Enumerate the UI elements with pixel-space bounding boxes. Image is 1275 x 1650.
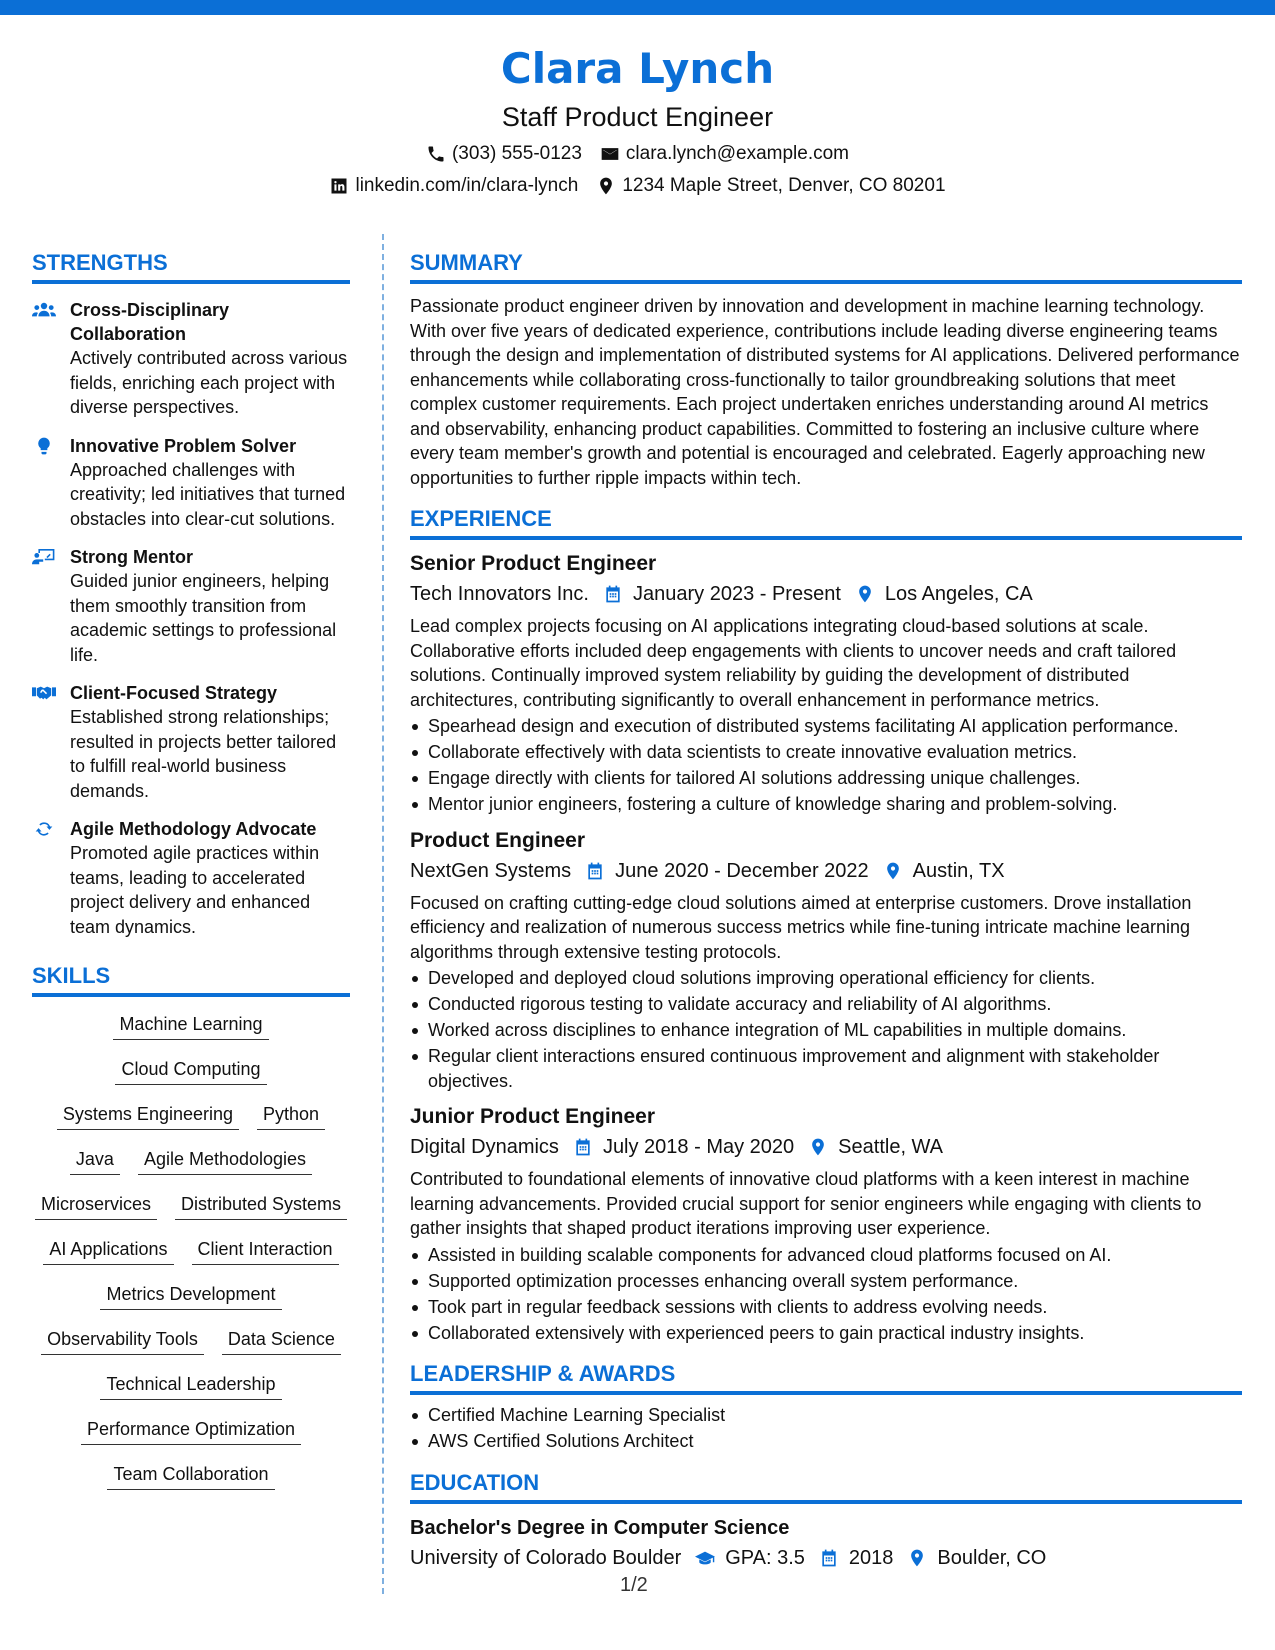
strength-desc: Approached challenges with creativity; led initiatives that turned obstacles into clear-cut solutions. bbox=[70, 459, 346, 529]
calendar-icon bbox=[819, 1548, 839, 1568]
degree-title: Bachelor's Degree in Computer Science bbox=[410, 1516, 790, 1539]
job-location: Seattle, WA bbox=[838, 1136, 944, 1158]
map-pin-icon bbox=[596, 176, 616, 196]
experience-heading: EXPERIENCE bbox=[410, 504, 1242, 540]
job-location: Austin, TX bbox=[912, 859, 1005, 882]
map-pin-icon bbox=[808, 1137, 828, 1157]
calendar-icon bbox=[603, 584, 623, 604]
skill-tag: Java bbox=[70, 1146, 120, 1175]
skill-tag: AI Applications bbox=[43, 1236, 173, 1265]
job-title: Senior Product Engineer bbox=[410, 552, 657, 575]
skill-tag: Machine Learning bbox=[113, 1011, 268, 1040]
skill-tag: Client Interaction bbox=[192, 1236, 339, 1265]
job-bullets bbox=[410, 714, 1242, 817]
summary-heading: SUMMARY bbox=[410, 248, 1242, 284]
education-location: Boulder, CO bbox=[937, 1546, 1047, 1569]
graduation-cap-icon bbox=[695, 1548, 715, 1568]
strength-title: Agile Methodology Advocate bbox=[70, 819, 317, 839]
education-meta bbox=[410, 1544, 1242, 1572]
summary-text: Passionate product engineer driven by innovation and development in machine learning technology. With over five years of dedicated experience, contributions include leading diverse engineering teams through the design and implementation of distributed systems for AI applications. Delivered performance enhancements while collaborating cross-functionally to tailor groundbreaking solutions that meet complex customer requirements. Each project undertaken enriches understanding around AI metrics and observability, enhancing product capabilities. Committed to fostering an inclusive culture where every team member's growth and potential is encouraged and celebrated. Eagerly approaching new opportunities to further ripple impacts within tech. bbox=[410, 296, 1240, 488]
job-title: Junior Product Engineer bbox=[410, 1105, 656, 1128]
phone-text: (303) 555-0123 bbox=[451, 143, 582, 164]
strength-item bbox=[32, 681, 350, 803]
left-column bbox=[32, 248, 350, 1506]
job-dates: January 2023 - Present bbox=[632, 583, 841, 605]
map-pin-icon bbox=[855, 584, 875, 604]
strength-desc: Promoted agile practices within teams, leading to accelerated project delivery and enhanced team dynamics. bbox=[70, 843, 320, 937]
resume-header bbox=[0, 40, 1275, 198]
bullet-item: Supported optimization processes enhancing overall system performance. bbox=[410, 1269, 1242, 1294]
lightbulb-icon bbox=[32, 436, 56, 456]
page-number: 1/2 bbox=[620, 1574, 648, 1596]
bullet-item: Assisted in building scalable components for advanced cloud platforms focused on AI. bbox=[410, 1243, 1242, 1268]
strength-title: Innovative Problem Solver bbox=[70, 435, 297, 456]
job-company: Digital Dynamics bbox=[410, 1136, 559, 1158]
skill-tag: Microservices bbox=[35, 1191, 157, 1220]
skill-tag: Systems Engineering bbox=[57, 1101, 239, 1130]
candidate-name: Clara Lynch bbox=[500, 44, 775, 93]
bullet-item: Engage directly with clients for tailored AI solutions addressing unique challenges. bbox=[410, 766, 1242, 791]
phone-contact[interactable] bbox=[426, 142, 582, 166]
job-company: NextGen Systems bbox=[410, 859, 572, 882]
strength-desc: Actively contributed across various fields, enriching each project with diverse perspectives. bbox=[70, 348, 348, 417]
job-meta bbox=[410, 857, 1242, 885]
job-entry bbox=[410, 1103, 1242, 1345]
strength-desc: Guided junior engineers, helping them smoothly transition from academic settings to professional life. bbox=[70, 571, 337, 665]
award-item: Certified Machine Learning Specialist bbox=[410, 1403, 1242, 1428]
strength-item bbox=[32, 817, 350, 939]
job-description: Contributed to foundational elements of innovative cloud platforms with a keen interest in machine learning advancements. Provided crucial support for senior engineers while engaging with clients to gather insights that shaped product iterations improving user experience. bbox=[410, 1169, 1202, 1238]
skill-tag: Distributed Systems bbox=[175, 1191, 347, 1220]
skill-tag: Python bbox=[257, 1101, 325, 1130]
graduation-year: 2018 bbox=[848, 1546, 894, 1569]
linkedin-text: linkedin.com/in/clara-lynch bbox=[355, 175, 579, 196]
job-meta bbox=[410, 580, 1242, 608]
bullet-item: Mentor junior engineers, fostering a culture of knowledge sharing and problem-solving. bbox=[410, 792, 1242, 817]
address-contact bbox=[596, 174, 945, 198]
candidate-title: Staff Product Engineer bbox=[501, 102, 774, 132]
calendar-icon bbox=[573, 1137, 593, 1157]
handshake-icon bbox=[32, 683, 56, 703]
skill-tag: Team Collaboration bbox=[107, 1461, 274, 1490]
skill-tag: Data Science bbox=[222, 1326, 341, 1355]
map-pin-icon bbox=[907, 1548, 927, 1568]
phone-icon bbox=[426, 144, 446, 164]
job-bullets bbox=[410, 966, 1242, 1093]
contact-row-2 bbox=[0, 174, 1275, 198]
bullet-item: Spearhead design and execution of distributed systems facilitating AI application performance. bbox=[410, 714, 1242, 739]
gpa-text: GPA: 3.5 bbox=[725, 1546, 805, 1569]
strength-desc: Established strong relationships; resulted in projects better tailored to fulfill real-world business demands. bbox=[70, 707, 337, 801]
strength-item bbox=[32, 298, 350, 420]
job-dates: June 2020 - December 2022 bbox=[615, 859, 869, 882]
job-title: Product Engineer bbox=[410, 828, 586, 852]
job-location: Los Angeles, CA bbox=[884, 583, 1033, 605]
bullet-item: Developed and deployed cloud solutions improving operational efficiency for clients. bbox=[410, 966, 1242, 991]
job-description: Lead complex projects focusing on AI applications integrating cloud-based solutions at scale. Collaborative efforts included deep engagements with clients to uncover needs and craft tailored solutions. Continually improved system reliability by guiding the development of distributed architectures, contributing significantly to overall enhancement in performance metrics. bbox=[410, 616, 1177, 710]
strength-item bbox=[32, 434, 350, 532]
job-description: Focused on crafting cutting-edge cloud solutions aimed at enterprise customers. Drove installation efficiency and realization of numerous success metrics while fine-tuning intricate machine learning algorithms through extensive testing protocols. bbox=[410, 892, 1192, 962]
strengths-heading: STRENGTHS bbox=[32, 248, 350, 284]
skill-tag: Technical Leadership bbox=[100, 1371, 281, 1400]
skill-tag: Cloud Computing bbox=[115, 1056, 266, 1085]
strength-title: Client-Focused Strategy bbox=[70, 683, 278, 703]
award-item: AWS Certified Solutions Architect bbox=[410, 1429, 1242, 1454]
right-column bbox=[410, 248, 1242, 1572]
envelope-icon bbox=[600, 144, 620, 164]
address-text: 1234 Maple Street, Denver, CO 80201 bbox=[622, 175, 946, 196]
top-accent-bar bbox=[0, 0, 1275, 15]
strength-title: Strong Mentor bbox=[70, 547, 193, 567]
users-icon bbox=[32, 300, 56, 320]
job-bullets bbox=[410, 1243, 1242, 1346]
calendar-icon bbox=[585, 861, 605, 881]
bullet-item: Collaborate effectively with data scientists to create innovative evaluation metrics. bbox=[410, 740, 1242, 765]
linkedin-contact[interactable] bbox=[329, 174, 578, 198]
job-entry bbox=[410, 827, 1242, 1094]
job-company: Tech Innovators Inc. bbox=[410, 583, 589, 605]
strength-title: Cross-Disciplinary Collaboration bbox=[70, 300, 230, 344]
linkedin-icon bbox=[329, 176, 349, 196]
bullet-item: Regular client interactions ensured continuous improvement and alignment with stakeholder objectives. bbox=[410, 1044, 1242, 1093]
skill-tag: Metrics Development bbox=[100, 1281, 281, 1310]
skill-tag: Observability Tools bbox=[41, 1326, 204, 1355]
strength-item bbox=[32, 545, 350, 667]
skills-list bbox=[32, 1011, 350, 1506]
skills-heading: SKILLS bbox=[32, 961, 350, 997]
leadership-list bbox=[410, 1403, 1242, 1454]
school-name: University of Colorado Boulder bbox=[410, 1546, 682, 1569]
bullet-item: Collaborated extensively with experienced peers to gain practical industry insights. bbox=[410, 1321, 1242, 1346]
bullet-item: Worked across disciplines to enhance integration of ML capabilities in multiple domains. bbox=[410, 1018, 1242, 1043]
leadership-heading: LEADERSHIP & AWARDS bbox=[410, 1359, 1242, 1395]
skill-tag: Performance Optimization bbox=[81, 1416, 301, 1445]
column-divider bbox=[382, 234, 384, 1594]
job-entry bbox=[410, 550, 1242, 817]
education-entry bbox=[410, 1514, 1242, 1572]
map-pin-icon bbox=[883, 861, 903, 881]
bullet-item: Conducted rigorous testing to validate accuracy and reliability of AI algorithms. bbox=[410, 992, 1242, 1017]
contact-row-1 bbox=[0, 142, 1275, 166]
job-meta bbox=[410, 1133, 1242, 1161]
sync-icon bbox=[32, 819, 56, 839]
mentor-icon bbox=[32, 547, 56, 567]
email-contact[interactable] bbox=[600, 142, 849, 166]
skill-tag: Agile Methodologies bbox=[138, 1146, 312, 1175]
job-dates: July 2018 - May 2020 bbox=[602, 1136, 795, 1158]
education-heading: EDUCATION bbox=[410, 1468, 1242, 1504]
bullet-item: Took part in regular feedback sessions with clients to address evolving needs. bbox=[410, 1295, 1242, 1320]
email-text: clara.lynch@example.com bbox=[625, 143, 850, 164]
